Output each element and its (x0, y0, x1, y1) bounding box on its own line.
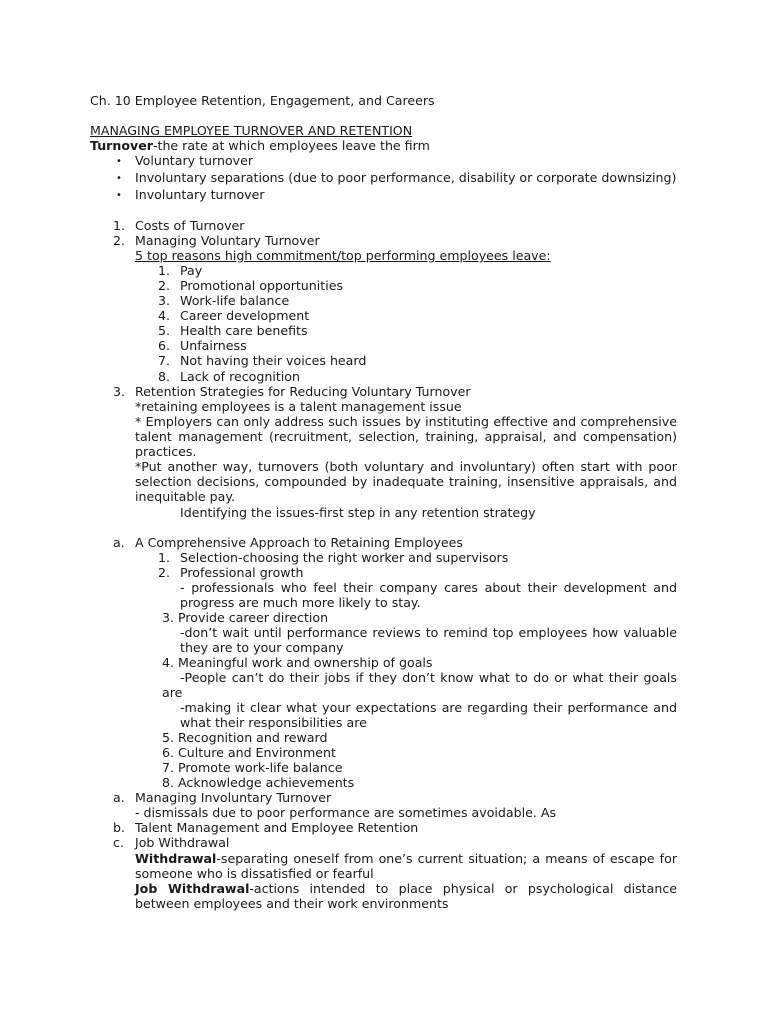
retention-note: *retaining employees is a talent management issue (135, 399, 462, 414)
page-title: Ch. 10 Employee Retention, Engagement, and Careers (90, 93, 435, 108)
list-number: 8. (158, 369, 171, 384)
bullet-icon: • (116, 190, 122, 201)
list-number: 2. (158, 278, 171, 293)
list-item: Managing Involuntary Turnover (135, 790, 332, 805)
list-item: Pay (180, 263, 203, 278)
retention-note: * Employers can only address such issues by instituting effective and comprehensive (135, 414, 677, 429)
list-number: 7. (158, 353, 171, 368)
list-item-detail: -don’t wait until performance reviews to remind top employees how valuable (180, 625, 677, 640)
list-number: 4. (158, 308, 171, 323)
turnover-term: Turnover (90, 138, 153, 153)
list-number: 3. (113, 384, 126, 399)
list-item: Managing Voluntary Turnover (135, 233, 320, 248)
list-number: 1. (113, 218, 126, 233)
turnover-def-text: -the rate at which employees leave the firm (152, 138, 430, 153)
list-item-detail: progress are much more likely to stay. (180, 595, 421, 610)
retention-note: inequitable pay. (135, 489, 235, 504)
withdrawal-definition-cont: someone who is dissatisfied or fearful (135, 866, 374, 881)
list-item: Work-life balance (180, 293, 290, 308)
list-marker: a. (113, 790, 125, 805)
list-item: 7. Promote work-life balance (162, 760, 343, 775)
job-withdrawal-definition (135, 881, 677, 896)
list-number: 2. (113, 233, 126, 248)
list-marker: c. (113, 835, 124, 850)
list-number: 3. (158, 293, 171, 308)
list-item: Job Withdrawal (135, 835, 230, 850)
list-item: Unfairness (180, 338, 247, 353)
list-item: Costs of Turnover (135, 218, 245, 233)
job-withdrawal-term: Job Withdrawal (135, 881, 250, 896)
bullet-icon: • (116, 156, 122, 167)
list-item: 3. Provide career direction (162, 610, 329, 625)
list-item: 5. Recognition and reward (162, 730, 328, 745)
list-item-detail: what their responsibilities are (180, 715, 367, 730)
list-item: Professional growth (180, 565, 304, 580)
retention-note: *Put another way, turnovers (both voluntary and involuntary) often start with poor (135, 459, 677, 474)
list-item: 6. Culture and Environment (162, 745, 336, 760)
list-item: 4. Meaningful work and ownership of goals (162, 655, 433, 670)
list-item-detail: they are to your company (180, 640, 344, 655)
list-number: 1. (158, 263, 171, 278)
list-item-detail: are (162, 685, 183, 700)
retention-note: selection decisions, compounded by inadequate training, insensitive appraisals, and (135, 474, 677, 489)
section-heading: MANAGING EMPLOYEE TURNOVER AND RETENTION (90, 123, 413, 138)
list-item: Health care benefits (180, 323, 308, 338)
job-withdrawal-definition-cont: between employees and their work environments (135, 896, 449, 911)
list-item: Involuntary separations (due to poor performance, disability or corporate downsizing) (135, 170, 677, 185)
list-item-detail: -making it clear what your expectations are regarding their performance and (180, 700, 677, 715)
list-item: Retention Strategies for Reducing Voluntary Turnover (135, 384, 471, 399)
retention-note: Identifying the issues-first step in any retention strategy (180, 505, 536, 520)
list-item: Voluntary turnover (135, 153, 254, 168)
list-marker: a. (113, 535, 125, 550)
job-withdrawal-def-text: -actions intended to place physical or psychological distance (249, 881, 677, 896)
list-number: 5. (158, 323, 171, 338)
top-reasons-heading: 5 top reasons high commitment/top performing employees leave: (135, 248, 551, 263)
list-number: 6. (158, 338, 171, 353)
list-item: Involuntary turnover (135, 187, 265, 202)
list-item: Selection-choosing the right worker and supervisors (180, 550, 509, 565)
withdrawal-term: Withdrawal (135, 851, 217, 866)
list-item: Lack of recognition (180, 369, 300, 384)
bullet-icon: • (116, 173, 122, 184)
list-item: A Comprehensive Approach to Retaining Employees (135, 535, 463, 550)
turnover-definition (90, 138, 430, 153)
list-item: Not having their voices heard (180, 353, 367, 368)
list-item: Talent Management and Employee Retention (135, 820, 419, 835)
withdrawal-def-text: -separating oneself from one’s current situation; a means of escape for (216, 851, 677, 866)
list-item-detail: - professionals who feel their company cares about their development and (180, 580, 677, 595)
retention-note: talent management (recruitment, selection, training, appraisal, and compensation) (135, 429, 677, 444)
withdrawal-definition (135, 851, 677, 866)
list-item: 8. Acknowledge achievements (162, 775, 355, 790)
list-item: Promotional opportunities (180, 278, 344, 293)
list-number: 1. (158, 550, 171, 565)
list-item-detail: - dismissals due to poor performance are sometimes avoidable. As (135, 805, 557, 820)
list-item-detail: -People can’t do their jobs if they don’t know what to do or what their goals (180, 670, 677, 685)
retention-note: practices. (135, 444, 197, 459)
list-marker: b. (113, 820, 125, 835)
list-number: 2. (158, 565, 171, 580)
list-item: Career development (180, 308, 310, 323)
